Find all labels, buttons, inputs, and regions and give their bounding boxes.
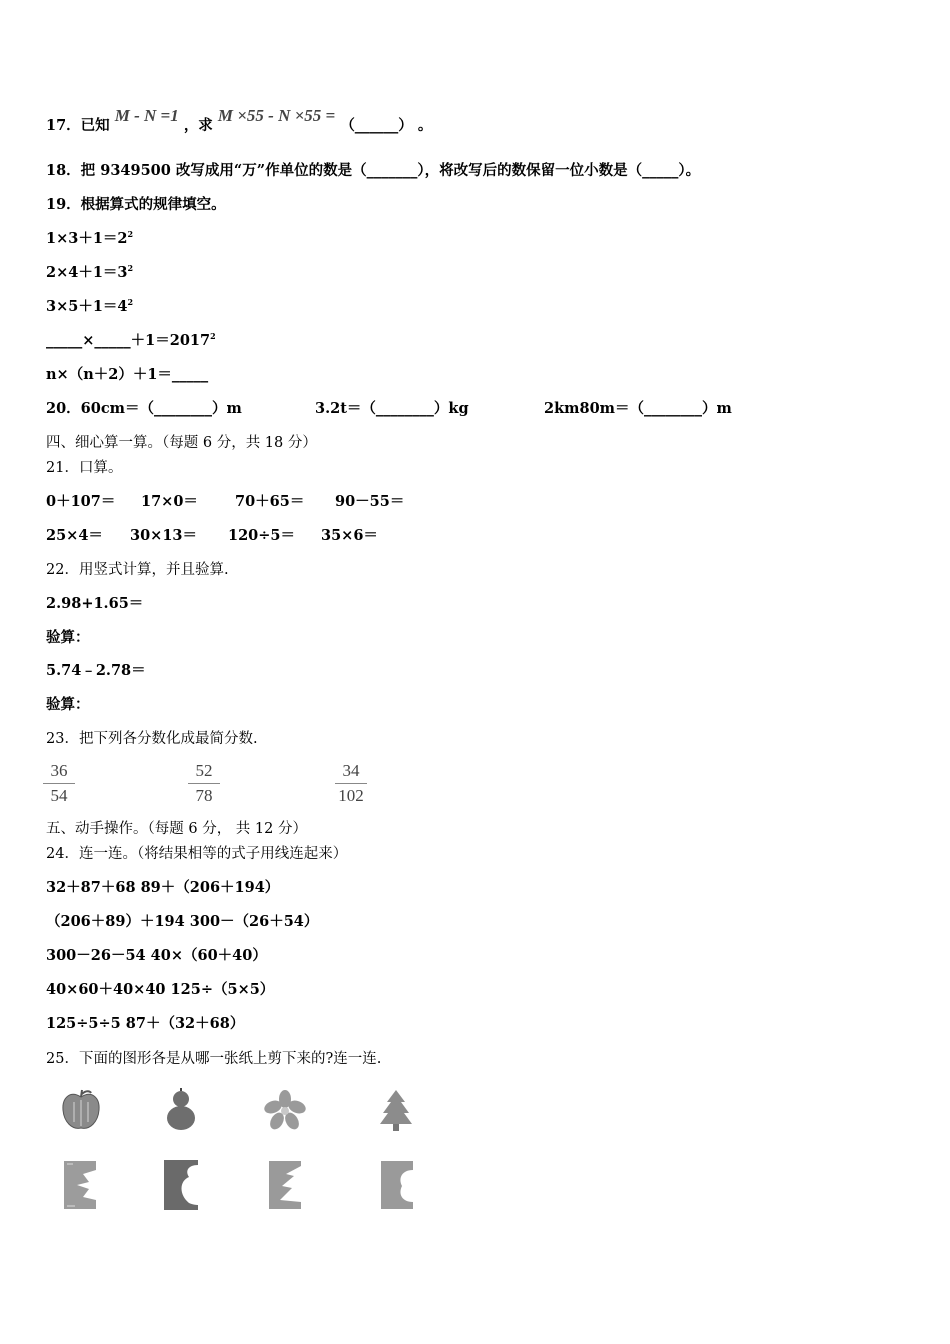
q21-row1-item: 70＋65＝ [235, 493, 305, 510]
q24-row: 32＋87＋68 89＋（206＋194） [46, 879, 280, 896]
q25-title: 25．下面的图形各是从哪一张纸上剪下来的?连一连. [46, 1051, 382, 1067]
q17-equation-2: M ×55 - N ×55 = [217, 106, 336, 125]
q21-row1-item: 0＋107＝ [46, 493, 116, 510]
q23-fraction-1 [39, 760, 79, 807]
q19-line-2 [46, 264, 133, 282]
flower-shape-icon [264, 1090, 306, 1130]
q19-line-3-base: 3×5＋1＝4 [46, 298, 128, 315]
q23-title: 23．把下列各分数化成最简分数. [46, 731, 258, 747]
fraction-bar [335, 783, 367, 784]
q22-check-1: 验算： [46, 629, 90, 646]
q17-end: 。 [417, 117, 433, 134]
q19-line-4-exp: 2 [210, 331, 216, 341]
fraction-numerator: 36 [50, 761, 68, 780]
q17-mid-text: ，求 [183, 117, 213, 134]
q24-title: 24．连一连。（将结果相等的式子用线连起来） [46, 846, 348, 862]
fraction-denominator: 102 [338, 786, 364, 805]
q19-line-4-base: _____×_____＋1＝2017 [46, 332, 211, 349]
q19-line-1-base: 1×3＋1＝2 [46, 230, 128, 247]
q19-line-2-exp: 2 [127, 263, 134, 273]
q20-item-3: 2km80m＝（________）m [544, 400, 732, 417]
q21-row-1 [46, 493, 404, 511]
q17-number: 17．已知 [46, 117, 110, 134]
q21-row1-item: 17×0＝ [141, 493, 198, 510]
q19-title: 19．根据算式的规律填空。 [46, 196, 226, 213]
q17-equation-1: M - N =1 [114, 106, 179, 125]
cut-paper-apple-icon [380, 1160, 414, 1210]
q18-text: 18．把 9349500 改写成用“万”作单位的数是（_______），将改写后的数保留一位小数是（_____）。 [46, 162, 701, 179]
q19-line-2-base: 2×4＋1＝3 [46, 264, 128, 281]
section-5-heading: 五、动手操作。（每题 6 分， 共 12 分） [46, 821, 307, 837]
q21-row1-item: 90－55＝ [335, 493, 405, 510]
fraction-denominator: 78 [195, 786, 213, 805]
q21-row2-item: 35×6＝ [321, 527, 378, 544]
apple-shape-icon [60, 1088, 102, 1132]
q24-row: 125÷5÷5 87＋（32＋68） [46, 1015, 245, 1032]
fraction-numerator: 34 [342, 761, 360, 780]
q17-line [46, 106, 433, 135]
q20-line [46, 400, 732, 418]
cut-paper-gourd-icon [163, 1159, 199, 1211]
q19-line-5: n×（n＋2）＋1＝_____ [46, 366, 209, 383]
q20-item-1: 20．60cm＝（________）m [46, 400, 242, 417]
fraction-denominator: 54 [50, 786, 68, 805]
q19-line-1 [46, 230, 133, 248]
section-4-heading: 四、细心算一算。（每题 6 分，共 18 分） [46, 435, 317, 451]
q24-row: 40×60＋40×40 125÷（5×5） [46, 981, 275, 998]
q17-answer-blank[interactable]: （______） [340, 117, 413, 134]
cut-paper-tree-icon [268, 1160, 302, 1210]
gourd-shape-icon [163, 1088, 199, 1132]
fraction-numerator: 52 [195, 761, 213, 780]
q19-line-3 [46, 298, 133, 316]
q23-fraction-3 [331, 760, 371, 807]
q24-row: 300－26－54 40×（60＋40） [46, 947, 267, 964]
q19-line-4 [46, 332, 216, 350]
q24-row: （206＋89）＋194 300－（26＋54） [46, 913, 319, 930]
q21-row2-item: 30×13＝ [130, 527, 198, 544]
fraction-bar [188, 783, 220, 784]
q21-row2-item: 25×4＝ [46, 527, 103, 544]
q21-row2-item: 120÷5＝ [228, 527, 296, 544]
q19-line-3-exp: 2 [127, 297, 134, 307]
q21-row-2 [46, 527, 378, 545]
q22-expression-2: 5.74﹣2.78＝ [46, 662, 146, 679]
q22-title: 22．用竖式计算，并且验算. [46, 562, 229, 578]
q23-fraction-2 [184, 760, 224, 807]
fraction-bar [43, 783, 75, 784]
tree-shape-icon [377, 1088, 415, 1132]
cut-paper-flower-icon [63, 1160, 97, 1210]
q22-check-2: 验算： [46, 696, 90, 713]
q21-title: 21．口算。 [46, 460, 123, 476]
q22-expression-1: 2.98+1.65＝ [46, 595, 144, 612]
q19-line-1-exp: 2 [127, 229, 134, 239]
q20-item-2: 3.2t＝（________）kg [315, 400, 469, 417]
